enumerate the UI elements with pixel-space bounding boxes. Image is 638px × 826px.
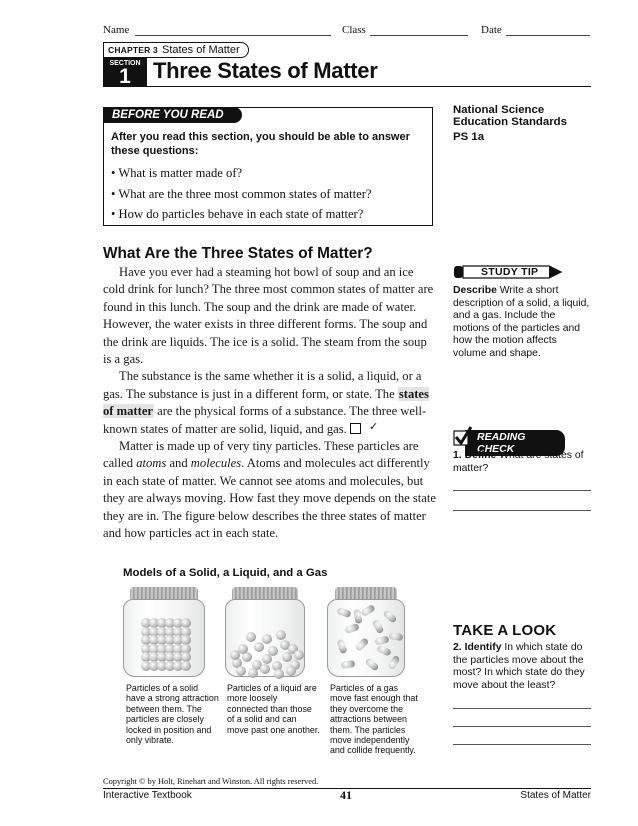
reading-check-lead: Define xyxy=(464,450,497,461)
particle xyxy=(344,623,360,634)
particle xyxy=(374,635,389,645)
figure-title: Models of a Solid, a Liquid, and a Gas xyxy=(123,567,328,579)
class-field[interactable] xyxy=(370,35,468,36)
chapter-name: States of Matter xyxy=(161,44,240,56)
particle xyxy=(387,655,400,671)
take-a-look-body: In which state do the particles move about the most? In which state do they move about the least? xyxy=(453,642,585,691)
paragraph xyxy=(103,368,437,438)
title-rule xyxy=(103,86,591,87)
date-label: Date xyxy=(481,24,502,36)
particle xyxy=(246,632,256,642)
gas-particles xyxy=(331,603,403,675)
vocab-term: states of matter xyxy=(103,386,429,419)
gas-caption: Particles of a gas move fast enough that they overcome the attractions between them. The particles move independently and collide frequently. xyxy=(330,683,418,756)
text-run: The substance is the same whether it is a solid, a liquid, or a gas. The substance is just in a different form, or state. The xyxy=(103,369,422,401)
particle xyxy=(376,644,392,656)
particle xyxy=(286,666,296,676)
particle xyxy=(355,637,370,652)
standards-title-2: Education Standards xyxy=(453,116,567,129)
reading-check-question xyxy=(453,450,593,475)
particle xyxy=(364,657,379,671)
reading-check-badge xyxy=(453,426,565,455)
name-label: Name xyxy=(103,24,130,36)
before-you-read-intro: After you read this section, you should be able to answer these questions: xyxy=(111,131,410,157)
section-number: 1 xyxy=(119,65,131,88)
study-tip-body: Write a short description of a solid, a liquid, and a gas. Include the motions of the particles and how the motion affects volume and shape. xyxy=(453,285,590,359)
body-text xyxy=(103,264,437,543)
solid-caption: Particles of a solid have a strong attraction between them. The particles are closely locked in position and only vibrate. xyxy=(126,683,219,746)
checkmark-icon xyxy=(453,426,473,446)
paragraph: Have you ever had a steaming hot bowl of soup and an ice cold drink for lunch? The three most common states of matter are found in this lunch. The soup and the drink are made of water. However, the water exists in three different forms. The soup and the drink are liquids. The ice is a solid. The steam from the soup is a gas. xyxy=(103,265,434,367)
answer-line[interactable] xyxy=(453,490,591,491)
particle xyxy=(181,661,191,671)
chapter-number: CHAPTER 3 xyxy=(108,45,158,55)
question-item: • How do particles behave in each state of matter? xyxy=(111,207,364,222)
date-field[interactable] xyxy=(506,35,590,36)
paragraph xyxy=(103,438,437,542)
liquid-particles xyxy=(228,630,302,676)
standards-code: PS 1a xyxy=(453,131,485,144)
particle xyxy=(276,630,286,640)
page-title: Three States of Matter xyxy=(153,58,378,83)
particle xyxy=(388,632,403,641)
study-tip-text xyxy=(453,285,593,361)
particle xyxy=(236,666,246,676)
particle xyxy=(260,664,270,674)
study-tip-label: STUDY TIP xyxy=(481,266,539,278)
liquid-jar xyxy=(225,599,305,677)
checkmark-box-icon: ✓ xyxy=(350,423,361,434)
before-you-read-questions xyxy=(111,163,372,225)
section-heading: What Are the Three States of Matter? xyxy=(103,245,373,262)
study-tip-lead: Describe xyxy=(453,285,497,296)
answer-line[interactable] xyxy=(453,510,591,511)
particle xyxy=(360,604,376,617)
solid-particles xyxy=(141,618,189,670)
gas-jar xyxy=(327,599,405,677)
particle xyxy=(340,660,355,669)
name-field[interactable] xyxy=(135,35,331,36)
text-run: are the physical forms of a substance. The three well-known states of matter are solid, liquid, and gas. xyxy=(103,404,427,436)
section-badge xyxy=(103,58,147,86)
answer-line[interactable] xyxy=(453,726,591,727)
footer-left: Interactive Textbook xyxy=(103,790,192,801)
take-a-look-question xyxy=(453,642,593,692)
section-label: SECTION xyxy=(109,60,141,67)
standards-title-1: National Science xyxy=(453,104,545,116)
reading-check-body: What are states of matter? xyxy=(453,450,584,474)
particle xyxy=(382,609,397,623)
particle xyxy=(336,607,352,618)
page-number: 41 xyxy=(340,788,352,802)
before-you-read-tab: BEFORE YOU READ xyxy=(104,107,242,123)
particle xyxy=(274,669,284,679)
particle xyxy=(294,650,304,660)
question-item: • What are the three most common states of matter? xyxy=(111,186,372,201)
text-run: . Atoms and molecules act differently in each state of matter. We cannot see atoms and molecules, but they are always moving. How fast they move depends on the state they are in. The figure below describes the three states of matter and how particles act in each state. xyxy=(103,456,436,541)
chapter-label xyxy=(103,42,249,58)
text-run: and xyxy=(166,456,191,471)
copyright: Copyright © by Holt, Rinehart and Winston. All rights reserved. xyxy=(103,777,319,786)
particle xyxy=(262,634,272,644)
term-molecules: molecules xyxy=(190,456,242,471)
answer-line[interactable] xyxy=(453,744,591,745)
solid-jar xyxy=(123,599,205,677)
footer-right: States of Matter xyxy=(520,790,591,801)
particle xyxy=(336,639,347,655)
particle xyxy=(254,642,264,652)
reading-check-label: READING CHECK xyxy=(465,430,565,456)
text-run: Matter is made up of very tiny particles. These particles are called xyxy=(103,439,419,471)
answer-line[interactable] xyxy=(453,708,591,709)
take-a-look-lead: Identify xyxy=(464,642,502,653)
standards-block xyxy=(453,104,567,144)
term-atoms: atoms xyxy=(136,456,167,471)
question-number: 2. xyxy=(453,642,462,653)
particle xyxy=(230,650,240,660)
particle xyxy=(248,668,258,678)
take-a-look-title: TAKE A LOOK xyxy=(453,622,557,639)
study-tip-badge xyxy=(453,264,563,280)
question-number: 1. xyxy=(453,450,462,461)
class-label: Class xyxy=(342,24,366,36)
particle xyxy=(268,646,278,656)
liquid-caption: Particles of a liquid are more loosely connected than those of a solid and can move past one another. xyxy=(227,683,320,735)
particle xyxy=(371,619,384,635)
question-item: • What is matter made of? xyxy=(111,166,243,180)
